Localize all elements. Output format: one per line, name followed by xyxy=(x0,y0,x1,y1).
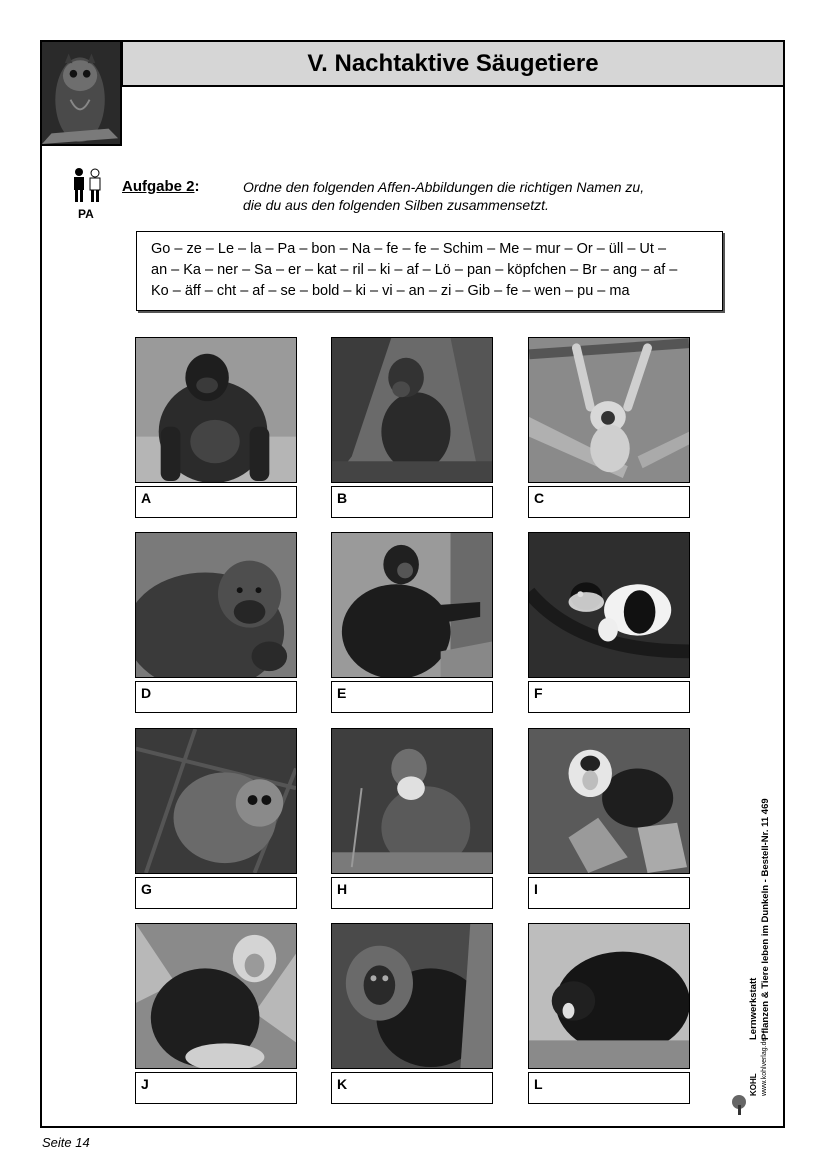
publisher-url: www.kohlverlag.de xyxy=(761,1037,768,1096)
sidebar-title: Pflanzen & Tiere leben im Dunkeln - Bestell-Nr. 11 469 xyxy=(760,798,771,1040)
picture-letter: I xyxy=(534,881,538,897)
syllable-line: an – Ka – ner – Sa – er – kat – ril – ki – af – Lö – pan – köpfchen – Br – ang – af – xyxy=(151,262,678,278)
ruffed-lemur-photo xyxy=(528,532,690,678)
title-bar xyxy=(121,40,785,87)
syllable-line: Ko – äff – cht – af – se – bold – ki – vi – an – zi – Gib – fe – wen – pu – ma xyxy=(151,283,630,299)
answer-box[interactable] xyxy=(528,681,690,713)
lion-tailed-macaque-photo xyxy=(331,923,493,1069)
guenon-photo xyxy=(331,728,493,874)
picture-letter: A xyxy=(141,490,152,506)
picture-letter: F xyxy=(534,685,543,701)
publisher-name: KOHL xyxy=(749,1073,758,1096)
picture-cell-d xyxy=(135,532,297,713)
answer-box[interactable] xyxy=(135,1072,297,1104)
task-instruction: Ordne den folgenden Affen-Abbildungen die richtigen Namen zu, die du aus den folgenden Silben zusammensetzt. xyxy=(243,179,645,213)
picture-cell-e xyxy=(331,532,493,713)
syllable-line: Go – ze – Le – la – Pa – bon – Na – fe – fe – Schim – Me – mur – Or – üll – Ut – xyxy=(151,241,667,257)
picture-letter: G xyxy=(141,881,152,897)
answer-box[interactable] xyxy=(528,486,690,518)
picture-letter: K xyxy=(337,1076,348,1092)
sidebar-series: Lernwerkstatt xyxy=(748,977,759,1040)
picture-letter: D xyxy=(141,685,152,701)
picture-letter: E xyxy=(337,685,347,701)
picture-cell-f xyxy=(528,532,690,713)
picture-cell-b xyxy=(331,337,493,518)
baboon-photo xyxy=(331,337,493,483)
mode-label: PA xyxy=(78,207,94,221)
picture-cell-g xyxy=(135,728,297,909)
gorilla-photo xyxy=(135,337,297,483)
task-label: Aufgabe 2: xyxy=(122,178,200,195)
capuchin-photo xyxy=(528,728,690,874)
answer-box[interactable] xyxy=(331,1072,493,1104)
saki-photo xyxy=(135,923,297,1069)
picture-letter: H xyxy=(337,881,348,897)
howler-monkey-photo xyxy=(528,923,690,1069)
answer-box[interactable] xyxy=(135,877,297,909)
picture-cell-k xyxy=(331,923,493,1104)
kohl-logo xyxy=(730,1093,750,1115)
page-number: Seite 14 xyxy=(42,1135,90,1150)
picture-letter: C xyxy=(534,490,545,506)
answer-box[interactable] xyxy=(135,681,297,713)
picture-cell-c xyxy=(528,337,690,518)
picture-letter: L xyxy=(534,1076,543,1092)
picture-cell-a xyxy=(135,337,297,518)
chimpanzee-photo xyxy=(331,532,493,678)
picture-cell-j xyxy=(135,923,297,1104)
orangutan-photo xyxy=(135,532,297,678)
picture-letter: B xyxy=(337,490,348,506)
answer-box[interactable] xyxy=(331,877,493,909)
picture-cell-l xyxy=(528,923,690,1104)
page-title: V. Nachtaktive Säugetiere xyxy=(307,49,599,77)
picture-letter: J xyxy=(141,1076,149,1092)
answer-box[interactable] xyxy=(528,1072,690,1104)
slow-loris-photo xyxy=(135,728,297,874)
answer-box[interactable] xyxy=(331,681,493,713)
answer-box[interactable] xyxy=(331,486,493,518)
answer-box[interactable] xyxy=(528,877,690,909)
picture-cell-i xyxy=(528,728,690,909)
owl-photo xyxy=(40,40,122,146)
picture-cell-h xyxy=(331,728,493,909)
answer-box[interactable] xyxy=(135,486,297,518)
gibbon-photo xyxy=(528,337,690,483)
syllable-box xyxy=(136,231,723,311)
